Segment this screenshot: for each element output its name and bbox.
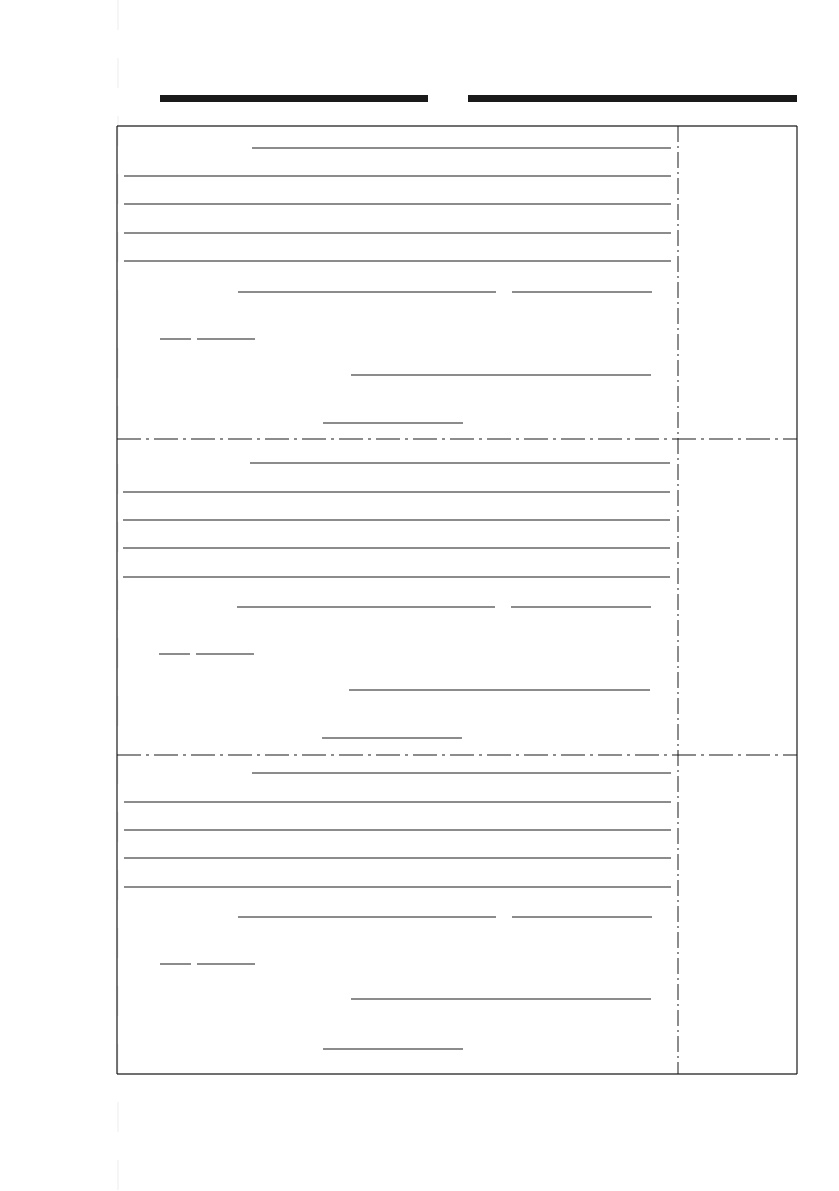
form-section-3	[124, 773, 671, 1049]
form-section-2	[123, 463, 670, 738]
header-bar-left	[160, 95, 428, 102]
form-section-1	[124, 148, 671, 423]
header-bar-right	[468, 95, 797, 102]
